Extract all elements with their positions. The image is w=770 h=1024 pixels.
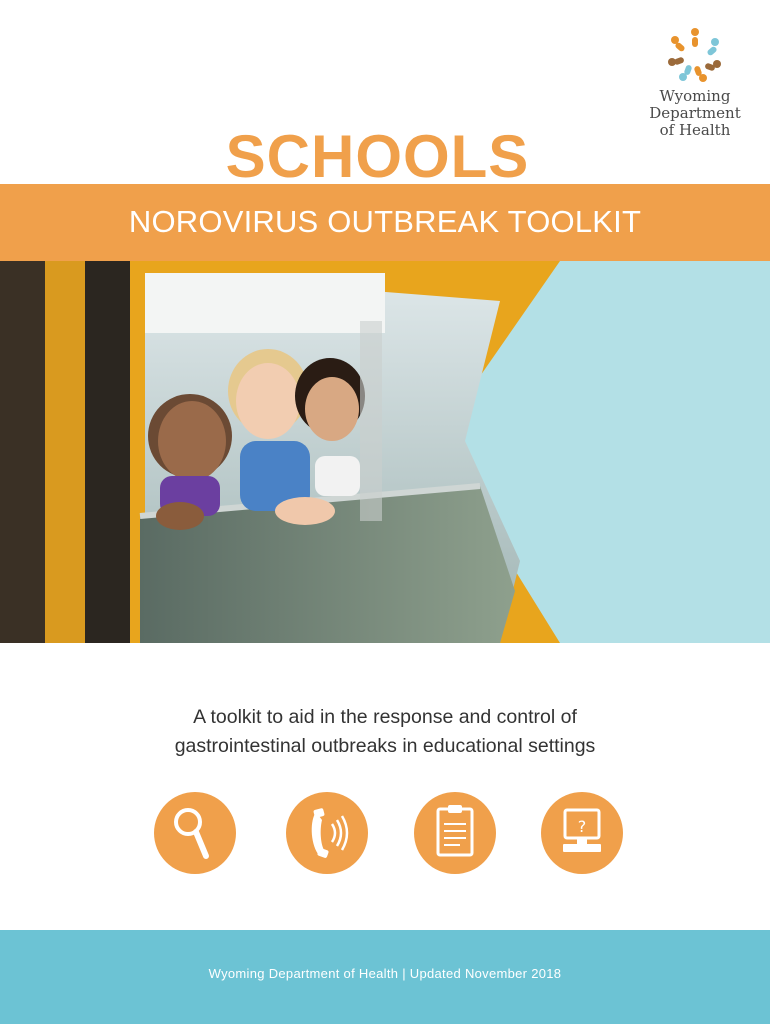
magnifying-glass-icon — [154, 792, 236, 874]
page-subtitle: NOROVIRUS OUTBREAK TOOLKIT — [128, 204, 642, 239]
phone-icon — [286, 792, 368, 874]
icon-row — [0, 792, 770, 876]
logo-line-1: Wyoming — [659, 87, 731, 105]
clipboard-icon — [414, 792, 496, 874]
footer-text: Wyoming Department of Health | Updated November 2018 — [208, 966, 562, 981]
svg-text:?: ? — [577, 817, 587, 836]
page-title: SCHOOLS — [225, 123, 530, 190]
logo-line-2: Department — [649, 104, 741, 122]
people-circle-logo-icon — [665, 24, 725, 84]
school-bus-children-photo — [0, 261, 770, 643]
tagline-line-1: A toolkit to aid in the response and control of — [193, 706, 577, 728]
footer — [0, 930, 770, 1024]
tagline-line-2: gastrointestinal outbreaks in educational settings — [174, 735, 596, 757]
computer-question-icon — [541, 792, 623, 874]
logo-line-3: of Health — [659, 121, 731, 139]
tagline — [0, 703, 770, 761]
